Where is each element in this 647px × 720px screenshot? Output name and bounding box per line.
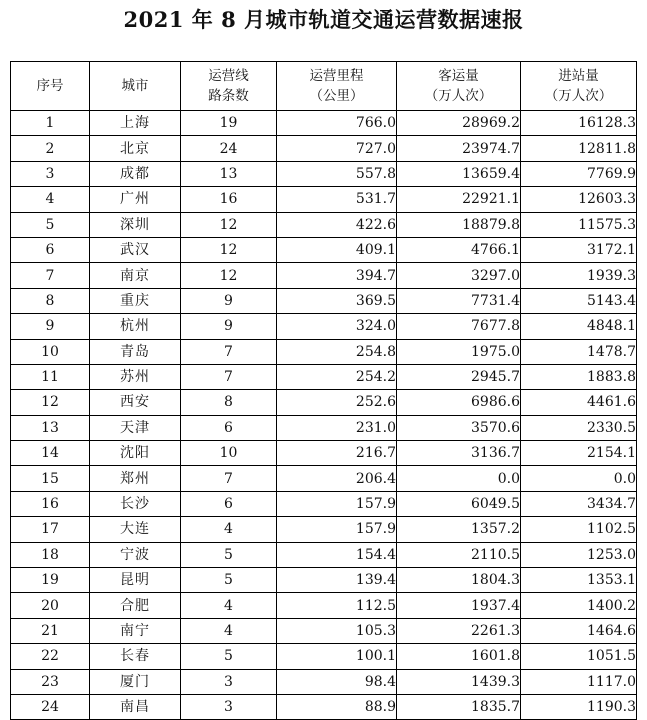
cell-entries: 4848.1 xyxy=(521,314,637,339)
table-row xyxy=(11,618,637,643)
header-line-count: 运营线 路条数 xyxy=(181,62,277,111)
table-row xyxy=(11,314,637,339)
cell-line-count: 9 xyxy=(181,314,277,339)
cell-mileage: 206.4 xyxy=(277,466,397,491)
cell-index: 3 xyxy=(11,161,90,186)
cell-mileage: 394.7 xyxy=(277,263,397,288)
cell-entries: 1190.3 xyxy=(521,694,637,719)
cell-city: 北京 xyxy=(90,136,181,161)
cell-index: 11 xyxy=(11,364,90,389)
cell-line-count: 3 xyxy=(181,669,277,694)
cell-index: 12 xyxy=(11,390,90,415)
cell-passengers: 2261.3 xyxy=(397,618,521,643)
cell-passengers: 23974.7 xyxy=(397,136,521,161)
table-row xyxy=(11,415,637,440)
cell-line-count: 16 xyxy=(181,187,277,212)
cell-line-count: 4 xyxy=(181,593,277,618)
cell-line-count: 12 xyxy=(181,263,277,288)
cell-city: 西安 xyxy=(90,390,181,415)
cell-city: 成都 xyxy=(90,161,181,186)
cell-passengers: 1975.0 xyxy=(397,339,521,364)
cell-mileage: 531.7 xyxy=(277,187,397,212)
table-row xyxy=(11,542,637,567)
cell-passengers: 3570.6 xyxy=(397,415,521,440)
cell-city: 合肥 xyxy=(90,593,181,618)
header-entries: 进站量 （万人次） xyxy=(521,62,637,111)
cell-mileage: 157.9 xyxy=(277,517,397,542)
table-row xyxy=(11,263,637,288)
cell-line-count: 5 xyxy=(181,542,277,567)
cell-passengers: 4766.1 xyxy=(397,237,521,262)
cell-index: 21 xyxy=(11,618,90,643)
cell-index: 2 xyxy=(11,136,90,161)
cell-line-count: 7 xyxy=(181,364,277,389)
cell-entries: 0.0 xyxy=(521,466,637,491)
cell-mileage: 98.4 xyxy=(277,669,397,694)
cell-entries: 1051.5 xyxy=(521,644,637,669)
cell-line-count: 9 xyxy=(181,288,277,313)
cell-entries: 11575.3 xyxy=(521,212,637,237)
cell-entries: 1253.0 xyxy=(521,542,637,567)
cell-entries: 1939.3 xyxy=(521,263,637,288)
cell-passengers: 22921.1 xyxy=(397,187,521,212)
cell-entries: 5143.4 xyxy=(521,288,637,313)
cell-passengers: 7677.8 xyxy=(397,314,521,339)
cell-entries: 2154.1 xyxy=(521,441,637,466)
cell-line-count: 8 xyxy=(181,390,277,415)
cell-city: 深圳 xyxy=(90,212,181,237)
cell-city: 重庆 xyxy=(90,288,181,313)
table-row xyxy=(11,491,637,516)
table-row xyxy=(11,364,637,389)
cell-city: 苏州 xyxy=(90,364,181,389)
cell-mileage: 727.0 xyxy=(277,136,397,161)
cell-passengers: 1804.3 xyxy=(397,568,521,593)
table-row xyxy=(11,593,637,618)
cell-line-count: 5 xyxy=(181,644,277,669)
cell-entries: 1102.5 xyxy=(521,517,637,542)
cell-city: 天津 xyxy=(90,415,181,440)
cell-passengers: 18879.8 xyxy=(397,212,521,237)
cell-mileage: 557.8 xyxy=(277,161,397,186)
cell-index: 4 xyxy=(11,187,90,212)
cell-mileage: 100.1 xyxy=(277,644,397,669)
cell-mileage: 231.0 xyxy=(277,415,397,440)
cell-line-count: 10 xyxy=(181,441,277,466)
report-title: 2021 年 8 月城市轨道交通运营数据速报 xyxy=(123,7,524,32)
cell-entries: 1400.2 xyxy=(521,593,637,618)
cell-line-count: 4 xyxy=(181,618,277,643)
cell-passengers: 7731.4 xyxy=(397,288,521,313)
header-passengers: 客运量 （万人次） xyxy=(397,62,521,111)
cell-mileage: 254.8 xyxy=(277,339,397,364)
cell-entries: 1353.1 xyxy=(521,568,637,593)
cell-city: 杭州 xyxy=(90,314,181,339)
table-row xyxy=(11,237,637,262)
cell-index: 13 xyxy=(11,415,90,440)
table-row xyxy=(11,466,637,491)
cell-mileage: 157.9 xyxy=(277,491,397,516)
cell-passengers: 3297.0 xyxy=(397,263,521,288)
cell-index: 7 xyxy=(11,263,90,288)
cell-index: 20 xyxy=(11,593,90,618)
cell-line-count: 19 xyxy=(181,111,277,136)
cell-entries: 1478.7 xyxy=(521,339,637,364)
header-index: 序号 xyxy=(11,62,90,111)
cell-line-count: 4 xyxy=(181,517,277,542)
cell-mileage: 252.6 xyxy=(277,390,397,415)
cell-mileage: 324.0 xyxy=(277,314,397,339)
cell-entries: 1464.6 xyxy=(521,618,637,643)
cell-line-count: 12 xyxy=(181,237,277,262)
cell-mileage: 254.2 xyxy=(277,364,397,389)
cell-city: 广州 xyxy=(90,187,181,212)
cell-mileage: 139.4 xyxy=(277,568,397,593)
header-mileage: 运营里程 （公里） xyxy=(277,62,397,111)
cell-index: 24 xyxy=(11,694,90,719)
table-header-row xyxy=(11,62,637,111)
cell-entries: 3434.7 xyxy=(521,491,637,516)
cell-city: 南昌 xyxy=(90,694,181,719)
cell-mileage: 369.5 xyxy=(277,288,397,313)
cell-passengers: 1439.3 xyxy=(397,669,521,694)
cell-entries: 7769.9 xyxy=(521,161,637,186)
table-row xyxy=(11,161,637,186)
table-row xyxy=(11,694,637,719)
table-row xyxy=(11,288,637,313)
cell-entries: 1883.8 xyxy=(521,364,637,389)
cell-passengers: 6049.5 xyxy=(397,491,521,516)
cell-line-count: 3 xyxy=(181,694,277,719)
cell-city: 郑州 xyxy=(90,466,181,491)
table-row xyxy=(11,136,637,161)
cell-mileage: 422.6 xyxy=(277,212,397,237)
cell-city: 武汉 xyxy=(90,237,181,262)
cell-passengers: 1937.4 xyxy=(397,593,521,618)
cell-line-count: 5 xyxy=(181,568,277,593)
cell-index: 6 xyxy=(11,237,90,262)
metro-data-table xyxy=(10,61,637,720)
cell-index: 23 xyxy=(11,669,90,694)
table-row xyxy=(11,517,637,542)
cell-city: 宁波 xyxy=(90,542,181,567)
table-row xyxy=(11,187,637,212)
cell-index: 17 xyxy=(11,517,90,542)
cell-mileage: 766.0 xyxy=(277,111,397,136)
cell-index: 16 xyxy=(11,491,90,516)
cell-passengers: 1357.2 xyxy=(397,517,521,542)
cell-entries: 4461.6 xyxy=(521,390,637,415)
cell-entries: 16128.3 xyxy=(521,111,637,136)
cell-passengers: 2110.5 xyxy=(397,542,521,567)
table-row xyxy=(11,339,637,364)
cell-passengers: 6986.6 xyxy=(397,390,521,415)
cell-entries: 2330.5 xyxy=(521,415,637,440)
cell-line-count: 7 xyxy=(181,466,277,491)
cell-index: 5 xyxy=(11,212,90,237)
cell-city: 上海 xyxy=(90,111,181,136)
cell-line-count: 13 xyxy=(181,161,277,186)
table-row xyxy=(11,212,637,237)
cell-mileage: 88.9 xyxy=(277,694,397,719)
cell-city: 青岛 xyxy=(90,339,181,364)
cell-mileage: 105.3 xyxy=(277,618,397,643)
cell-mileage: 154.4 xyxy=(277,542,397,567)
cell-passengers: 1835.7 xyxy=(397,694,521,719)
cell-city: 昆明 xyxy=(90,568,181,593)
cell-index: 19 xyxy=(11,568,90,593)
cell-index: 18 xyxy=(11,542,90,567)
table-row xyxy=(11,644,637,669)
cell-entries: 12603.3 xyxy=(521,187,637,212)
cell-passengers: 0.0 xyxy=(397,466,521,491)
cell-entries: 3172.1 xyxy=(521,237,637,262)
cell-line-count: 6 xyxy=(181,491,277,516)
cell-entries: 12811.8 xyxy=(521,136,637,161)
header-city: 城市 xyxy=(90,62,181,111)
cell-index: 15 xyxy=(11,466,90,491)
cell-city: 大连 xyxy=(90,517,181,542)
cell-passengers: 13659.4 xyxy=(397,161,521,186)
cell-index: 9 xyxy=(11,314,90,339)
cell-index: 1 xyxy=(11,111,90,136)
cell-mileage: 112.5 xyxy=(277,593,397,618)
cell-line-count: 24 xyxy=(181,136,277,161)
cell-mileage: 216.7 xyxy=(277,441,397,466)
cell-city: 南京 xyxy=(90,263,181,288)
table-body xyxy=(11,111,637,720)
cell-passengers: 1601.8 xyxy=(397,644,521,669)
cell-index: 10 xyxy=(11,339,90,364)
table-row xyxy=(11,441,637,466)
cell-mileage: 409.1 xyxy=(277,237,397,262)
table-row xyxy=(11,669,637,694)
cell-passengers: 2945.7 xyxy=(397,364,521,389)
cell-city: 南宁 xyxy=(90,618,181,643)
cell-city: 长春 xyxy=(90,644,181,669)
cell-index: 8 xyxy=(11,288,90,313)
cell-city: 长沙 xyxy=(90,491,181,516)
cell-city: 厦门 xyxy=(90,669,181,694)
table-row xyxy=(11,568,637,593)
cell-line-count: 12 xyxy=(181,212,277,237)
cell-city: 沈阳 xyxy=(90,441,181,466)
cell-line-count: 6 xyxy=(181,415,277,440)
cell-passengers: 3136.7 xyxy=(397,441,521,466)
table-row xyxy=(11,390,637,415)
table-row xyxy=(11,111,637,136)
cell-index: 14 xyxy=(11,441,90,466)
cell-line-count: 7 xyxy=(181,339,277,364)
cell-passengers: 28969.2 xyxy=(397,111,521,136)
cell-entries: 1117.0 xyxy=(521,669,637,694)
cell-index: 22 xyxy=(11,644,90,669)
